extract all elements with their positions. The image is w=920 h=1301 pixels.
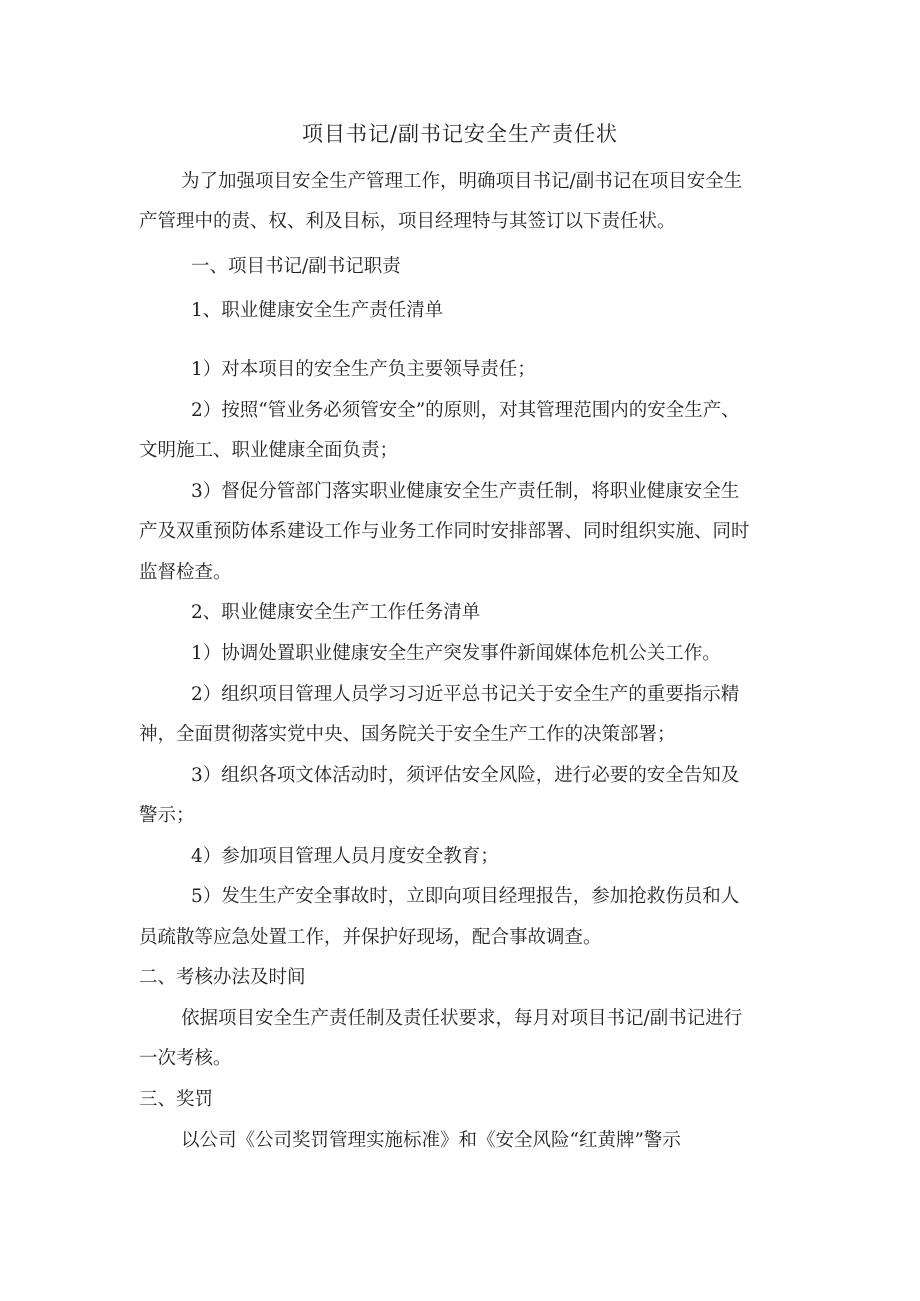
list-item-continuation: 产及双重预防体系建设工作与业务工作同时安排部署、同时组织实施、同时 [139, 521, 750, 542]
section-heading: 二、考核办法及时间 [139, 967, 306, 988]
list-item: 4）参加项目管理人员月度安全教育； [191, 846, 499, 867]
paragraph-line: 为了加强项目安全生产管理工作，明确项目书记/副书记在项目安全生 [181, 171, 743, 192]
list-item: 1）对本项目的安全生产负主要领导责任； [191, 359, 536, 380]
subsection-heading: 2、职业健康安全生产工作任务清单 [191, 602, 481, 623]
section-heading: 三、奖罚 [139, 1089, 214, 1110]
list-item: 1）协调处置职业健康安全生产突发事件新闻媒体危机公关工作。 [191, 643, 721, 664]
paragraph-line: 依据项目安全生产责任制及责任状要求，每月对项目书记/副书记进行 [181, 1008, 743, 1029]
list-item: 2）组织项目管理人员学习习近平总书记关于安全生产的重要指示精 [191, 684, 740, 705]
list-item: 2）按照“管业务必须管安全”的原则，对其管理范围内的安全生产、 [191, 400, 740, 421]
list-item-continuation: 警示； [139, 805, 195, 826]
list-item: 3）督促分管部门落实职业健康安全生产责任制，将职业健康安全生 [191, 481, 740, 502]
document-title: 项目书记/副书记安全生产责任状 [301, 122, 619, 146]
list-item-continuation: 文明施工、职业健康全面负责； [139, 440, 399, 461]
list-item-continuation: 监督检查。 [139, 562, 232, 583]
paragraph-line: 产管理中的责、权、利及目标，项目经理特与其签订以下责任状。 [139, 211, 676, 232]
section-heading: 一、项目书记/副书记职责 [191, 256, 401, 277]
paragraph-line: 一次考核。 [139, 1048, 232, 1069]
paragraph-line: 以公司《公司奖罚管理实施标准》和《安全风险“红黄牌”警示 [181, 1130, 681, 1151]
list-item-continuation: 员疏散等应急处置工作，并保护好现场，配合事故调查。 [139, 927, 602, 948]
list-item: 5）发生生产安全事故时，立即向项目经理报告，参加抢救伤员和人 [191, 886, 740, 907]
list-item-continuation: 神，全面贯彻落实党中央、国务院关于安全生产工作的决策部署； [139, 724, 676, 745]
subsection-heading: 1、职业健康安全生产责任清单 [191, 300, 444, 321]
list-item: 3）组织各项文体活动时，须评估安全风险，进行必要的安全告知及 [191, 765, 740, 786]
